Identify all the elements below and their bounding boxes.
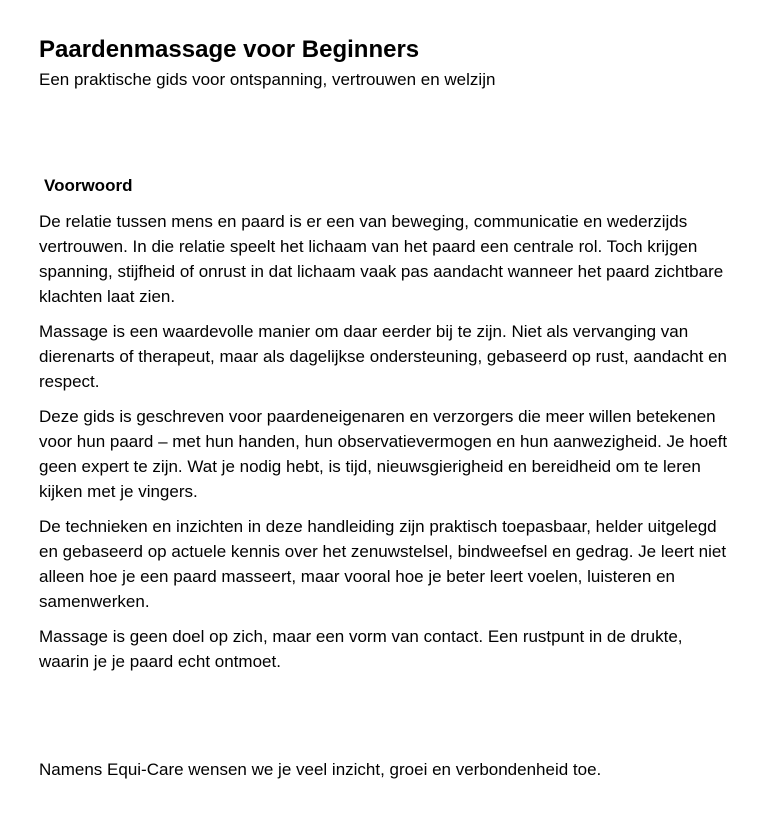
foreword-paragraph: De relatie tussen mens en paard is er een van beweging, communicatie en wederzijds vertrouwen. In die relatie speelt het lichaam van het paard een centrale rol. Toch krijgen spanning, stijfheid of onrust in dat lichaam vaak pas aandacht wanneer het paard zichtbare klachten laat zien. <box>39 212 724 306</box>
document-title: Paardenmassage voor Beginners <box>39 36 420 63</box>
section-heading-voorwoord: Voorwoord <box>44 176 133 195</box>
foreword-paragraph: Deze gids is geschreven voor paardeneigenaren en verzorgers die meer willen betekenen voor hun paard – met hun handen, hun observatievermogen en hun aanwezigheid. Je hoeft geen expert te zijn. Wat je nodig hebt, is tijd, nieuwsgierigheid en bereidheid om te leren kijken met je vingers. <box>39 407 728 501</box>
foreword-paragraph: De technieken en inzichten in deze handleiding zijn praktisch toepasbaar, helder uitgelegd en gebaseerd op actuele kennis over het zenuwstelsel, bindweefsel en gedrag. Je leert niet alleen hoe je een paard masseert, maar vooral hoe je beter leert voelen, luisteren en samenwerken. <box>39 517 727 611</box>
closing-line: Namens Equi-Care wensen we je veel inzicht, groei en verbondenheid toe. <box>39 760 602 779</box>
foreword-paragraph: Massage is een waardevolle manier om daar eerder bij te zijn. Niet als vervanging van dierenarts of therapeut, maar als dagelijkse ondersteuning, gebaseerd op rust, aandacht en respect. <box>39 322 728 391</box>
foreword-body <box>39 209 729 684</box>
document-subtitle: Een praktische gids voor ontspanning, vertrouwen en welzijn <box>39 70 496 89</box>
foreword-paragraph: Massage is geen doel op zich, maar een vorm van contact. Een rustpunt in de drukte, waarin je je paard echt ontmoet. <box>39 627 683 671</box>
